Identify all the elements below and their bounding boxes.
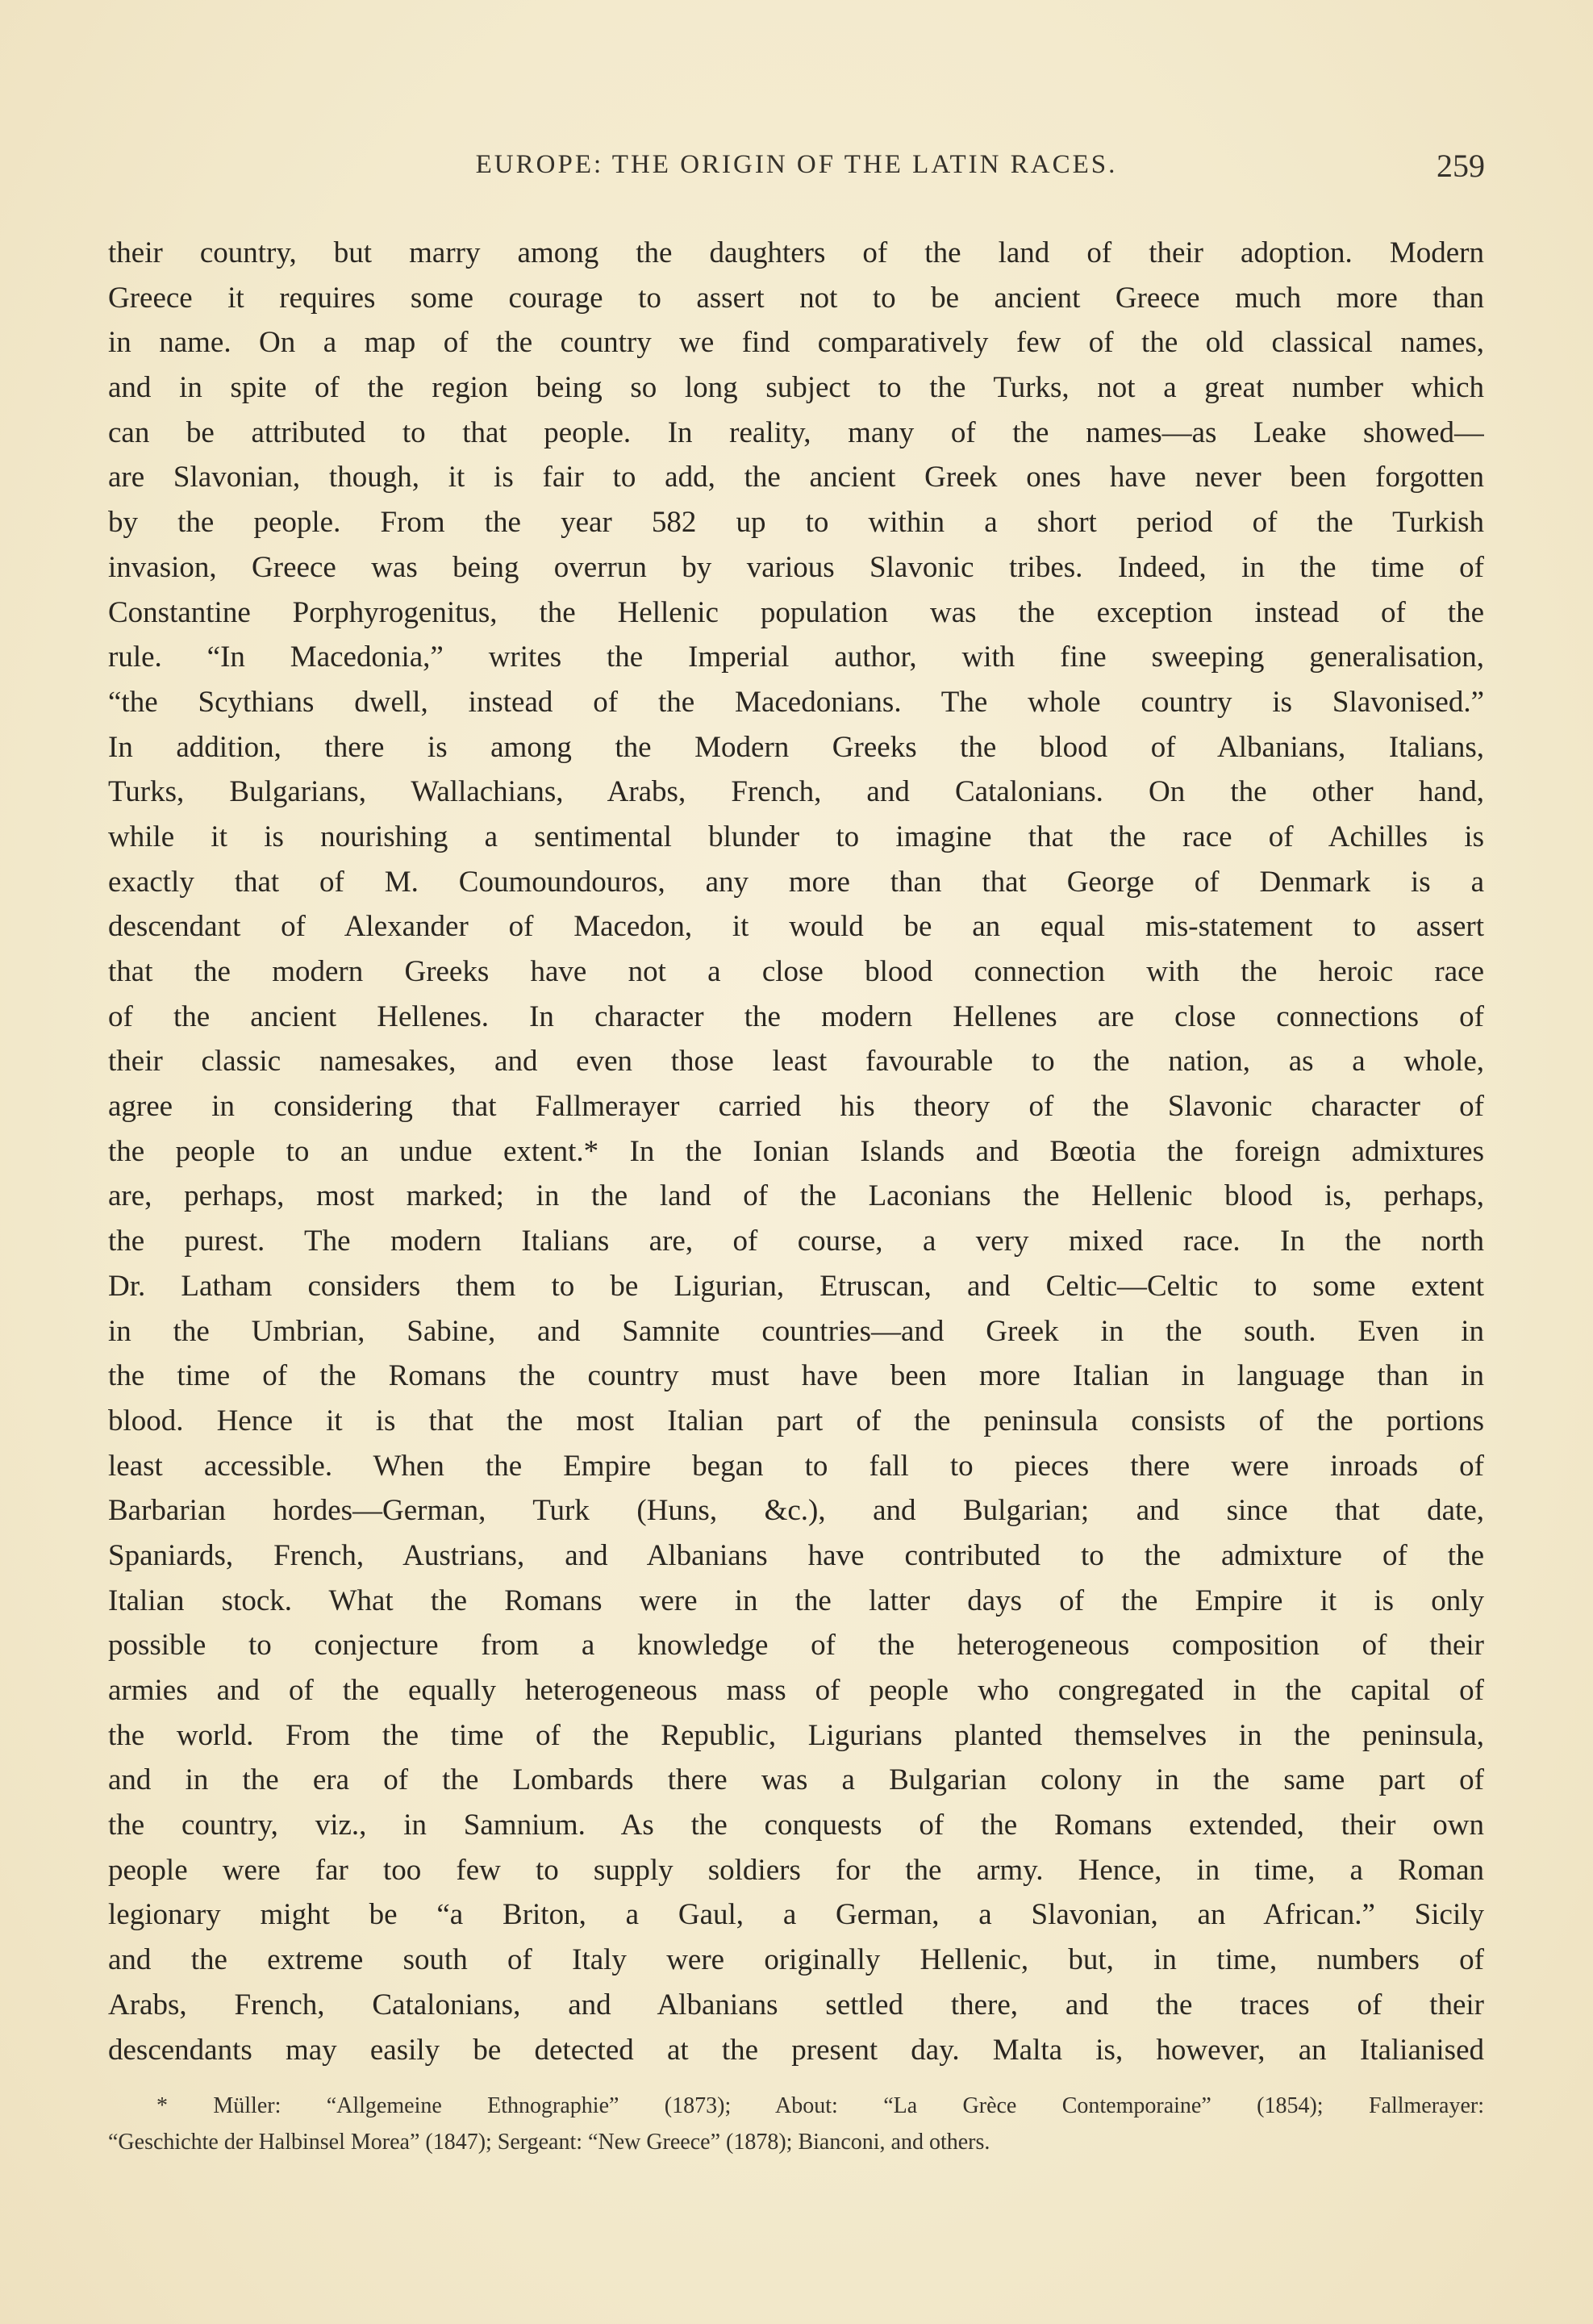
text-line: exactly that of M. Coumoundouros, any more than that George of Denmark is a <box>108 865 1484 899</box>
text-line: “the Scythians dwell, instead of the Macedonians. The whole country is Slavonised.” <box>108 685 1484 719</box>
text-line: In addition, there is among the Modern Greeks the blood of Albanians, Italians, <box>108 730 1484 764</box>
text-line: armies and of the equally heterogeneous mass of people who congregated in the capital of <box>108 1674 1484 1707</box>
text-line: agree in considering that Fallmerayer carried his theory of the Slavonic character of <box>108 1090 1484 1124</box>
text-line: that the modern Greeks have not a close blood connection with the heroic race <box>108 955 1484 988</box>
text-line: Constantine Porphyrogenitus, the Hellenic population was the exception instead of the <box>108 595 1484 629</box>
text-line: rule. “In Macedonia,” writes the Imperial author, with fine sweeping generalisation, <box>108 640 1484 674</box>
text-line: in the Umbrian, Sabine, and Samnite countries—and Greek in the south. Even in <box>108 1314 1484 1348</box>
text-line: least accessible. When the Empire began to fall to pieces there were inroads of <box>108 1449 1484 1483</box>
text-line: in name. On a map of the country we find comparatively few of the old classical names, <box>108 326 1484 360</box>
text-line: Arabs, French, Catalonians, and Albanians settled there, and the traces of their <box>108 1988 1484 2022</box>
text-line: of the ancient Hellenes. In character the modern Hellenes are close connections of <box>108 999 1484 1033</box>
text-line: invasion, Greece was being overrun by various Slavonic tribes. Indeed, in the time of <box>108 550 1484 584</box>
text-line: and the extreme south of Italy were originally Hellenic, but, in time, numbers of <box>108 1943 1484 1977</box>
text-line: while it is nourishing a sentimental blunder to imagine that the race of Achilles is <box>108 820 1484 853</box>
footnote-line: * Müller: “Allgemeine Ethnographie” (1873); About: “La Grèce Contemporaine” (1854); Fallmerayer: <box>156 2093 1484 2118</box>
page-number: 259 <box>1437 148 1485 184</box>
text-line: their classic namesakes, and even those least favourable to the nation, as a whole, <box>108 1045 1484 1079</box>
text-line: Greece it requires some courage to assert not to be ancient Greece much more than <box>108 281 1484 315</box>
text-line: descendant of Alexander of Macedon, it would be an equal mis-statement to assert <box>108 910 1484 944</box>
text-line: are Slavonian, though, it is fair to add, the ancient Greek ones have never been forgotten <box>108 461 1484 494</box>
running-head <box>108 150 1485 195</box>
text-line: Dr. Latham considers them to be Ligurian, Etruscan, and Celtic—Celtic to some extent <box>108 1269 1484 1303</box>
text-line: the time of the Romans the country must have been more Italian in language than in <box>108 1359 1484 1393</box>
text-line: and in spite of the region being so long subject to the Turks, not a great number which <box>108 371 1484 405</box>
text-line: blood. Hence it is that the most Italian part of the peninsula consists of the portions <box>108 1404 1484 1437</box>
running-title: EUROPE: THE ORIGIN OF THE LATIN RACES. <box>475 150 1118 179</box>
text-line: Barbarian hordes—German, Turk (Huns, &c.), and Bulgarian; and since that date, <box>108 1494 1484 1528</box>
text-line: are, perhaps, most marked; in the land of the Laconians the Hellenic blood is, perhaps, <box>108 1179 1484 1213</box>
text-line: the country, viz., in Samnium. As the conquests of the Romans extended, their own <box>108 1809 1484 1842</box>
text-line: Turks, Bulgarians, Wallachians, Arabs, French, and Catalonians. On the other hand, <box>108 775 1484 809</box>
text-line: legionary might be “a Briton, a Gaul, a German, a Slavonian, an African.” Sicily <box>108 1898 1484 1932</box>
text-line: descendants may easily be detected at the present day. Malta is, however, an Italianised <box>108 2033 1484 2067</box>
footnote <box>108 2088 1484 2160</box>
text-line: Spaniards, French, Austrians, and Albanians have contributed to the admixture of the <box>108 1538 1484 1572</box>
text-line: by the people. From the year 582 up to within a short period of the Turkish <box>108 506 1484 540</box>
text-line: the people to an undue extent.* In the Ionian Islands and Bœotia the foreign admixtures <box>108 1134 1484 1168</box>
text-line: people were far too few to supply soldiers for the army. Hence, in time, a Roman <box>108 1853 1484 1887</box>
text-line: Italian stock. What the Romans were in the latter days of the Empire it is only <box>108 1583 1484 1617</box>
text-line: can be attributed to that people. In reality, many of the names—as Leake showed— <box>108 415 1484 449</box>
text-line: and in the era of the Lombards there was a Bulgarian colony in the same part of <box>108 1763 1484 1797</box>
text-line: the world. From the time of the Republic, Ligurians planted themselves in the peninsula, <box>108 1718 1484 1752</box>
footnote-line: “Geschichte der Halbinsel Morea” (1847); Sergeant: “New Greece” (1878); Bianconi, and others. <box>108 2130 990 2155</box>
text-line: possible to conjecture from a knowledge of the heterogeneous composition of their <box>108 1629 1484 1663</box>
body-text <box>108 231 1484 2072</box>
text-line: their country, but marry among the daughters of the land of their adoption. Modern <box>108 236 1484 269</box>
text-line: the purest. The modern Italians are, of course, a very mixed race. In the north <box>108 1225 1484 1258</box>
